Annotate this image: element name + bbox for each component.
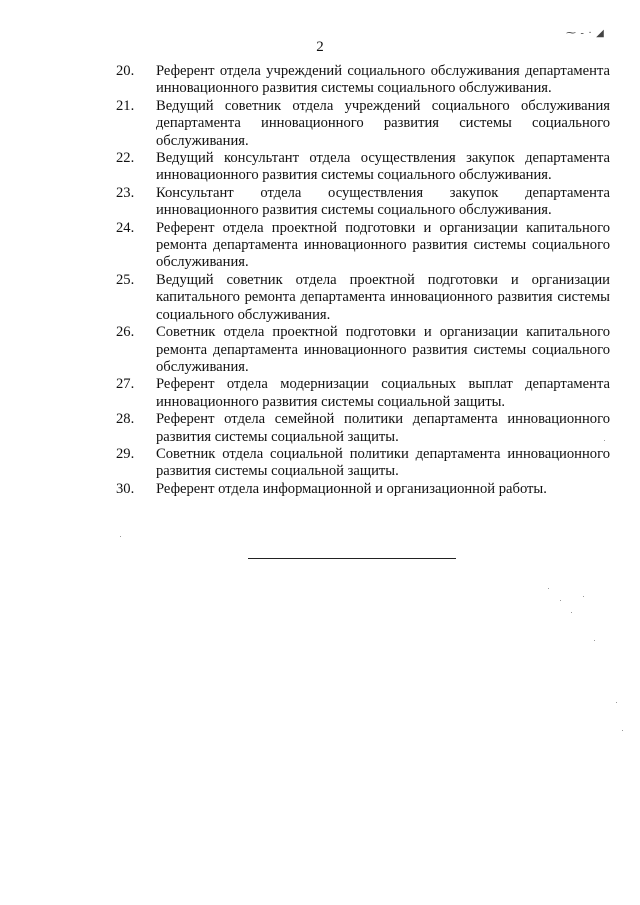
scan-speck	[604, 440, 605, 441]
item-number: 22.	[116, 150, 135, 167]
list-item	[110, 481, 610, 498]
scan-speck	[616, 702, 617, 703]
item-text: Советник отдела проектной подготовки и организации капитального ремонта департамента инновационного развития системы социального обслуживания.	[156, 324, 610, 375]
list-item	[110, 150, 610, 185]
scan-speck	[571, 612, 572, 613]
item-text: Референт отдела проектной подготовки и организации капитального ремонта департамента инновационного развития системы социального обслуживания.	[156, 219, 610, 271]
item-number: 23.	[116, 184, 135, 201]
item-number: 20.	[116, 63, 135, 79]
item-text: Референт отдела информационной и организационной работы.	[156, 480, 547, 497]
item-number: 28.	[116, 411, 135, 428]
item-text: Референт отдела модернизации социальных выплат департамента инновационного развития системы социальной защиты.	[156, 376, 610, 410]
scan-speck	[583, 596, 584, 597]
scan-speck	[560, 600, 561, 601]
item-text: Ведущий советник отдела проектной подготовки и организации капитального ремонта департамента инновационного развития системы социального обслуживания.	[156, 271, 610, 323]
item-text: Консультант отдела осуществления закупок департамента инновационного развития системы социального обслуживания.	[156, 184, 610, 219]
scan-speck	[120, 536, 121, 537]
scan-speck	[594, 640, 595, 641]
corner-scan-mark: ⁓ - · ◢	[566, 28, 605, 39]
item-number: 27.	[116, 376, 135, 393]
item-number: 29.	[116, 445, 135, 462]
item-number: 25.	[116, 271, 135, 288]
item-number: 24.	[116, 219, 135, 236]
scan-speck	[622, 730, 623, 731]
list-item	[110, 411, 610, 446]
list-item	[110, 272, 610, 324]
item-text: Советник отдела социальной политики департамента инновационного развития системы социальной защиты.	[156, 445, 610, 480]
list-item	[110, 376, 610, 411]
item-number: 21.	[116, 97, 135, 114]
item-number: 26.	[116, 324, 135, 341]
list-item	[110, 220, 610, 272]
list-item	[110, 446, 610, 481]
list-item	[110, 98, 610, 150]
item-number: 30.	[116, 480, 135, 497]
position-list	[110, 63, 610, 498]
item-text: Референт отдела семейной политики департамента инновационного развития системы социальной защиты.	[156, 411, 610, 445]
page-number: 2	[316, 39, 324, 55]
item-text: Ведущий консультант отдела осуществления закупок департамента инновационного развития системы социального обслуживания.	[156, 150, 610, 184]
list-item	[110, 324, 610, 376]
list-item	[110, 63, 610, 98]
closing-divider-line	[248, 558, 456, 559]
list-item	[110, 185, 610, 220]
item-text: Референт отдела учреждений социального обслуживания департамента инновационного развития системы социального обслуживания.	[156, 63, 610, 97]
item-text: Ведущий советник отдела учреждений социального обслуживания департамента инновационного развития системы социального обслуживания.	[156, 97, 610, 149]
scan-speck	[548, 588, 549, 589]
